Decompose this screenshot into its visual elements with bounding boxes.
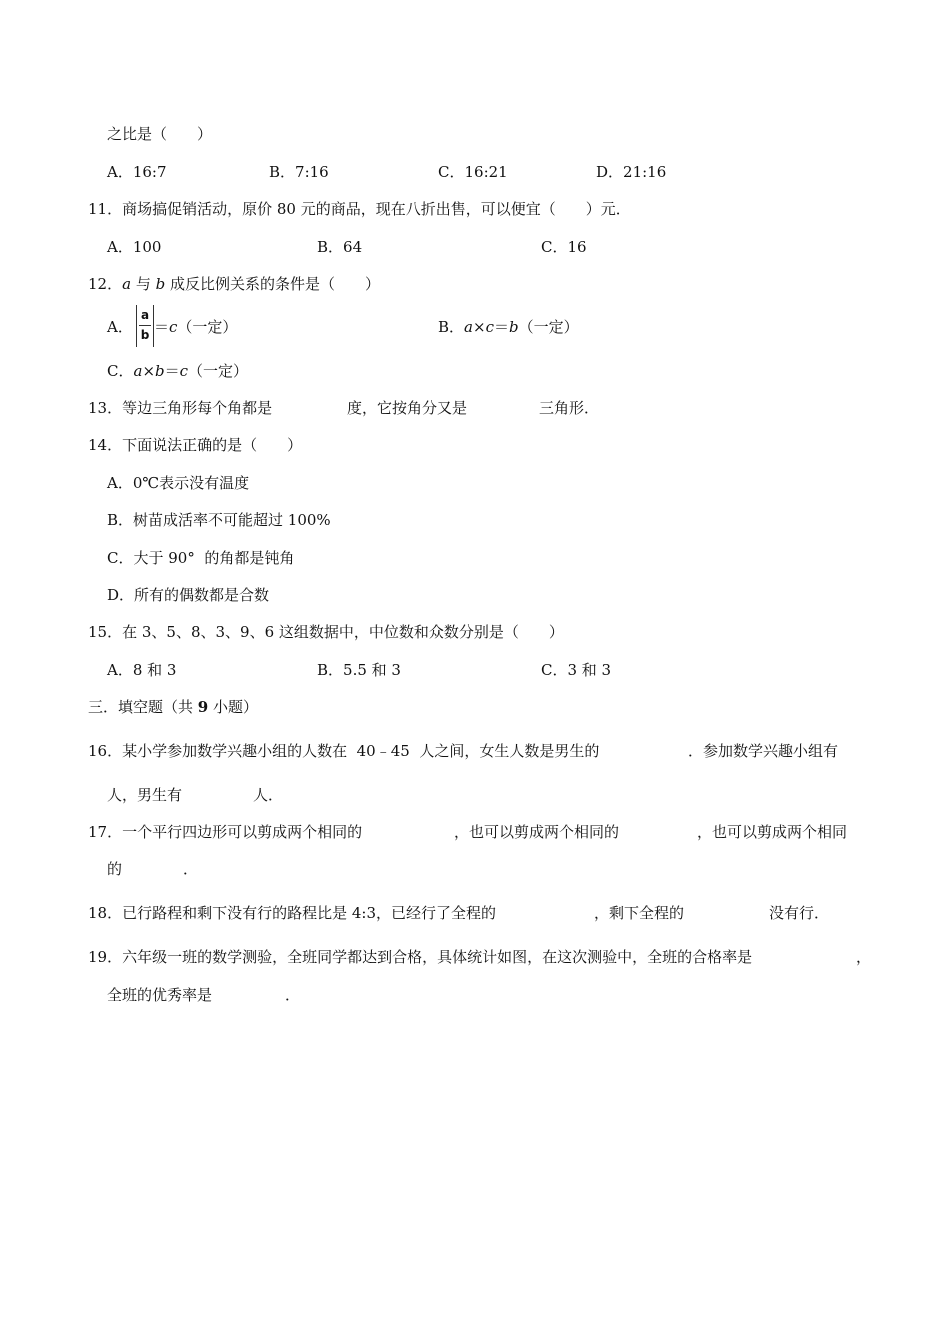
q18-part2: ，剩下全程的 xyxy=(594,904,685,922)
q12-option-a-fraction xyxy=(136,305,154,347)
q18-part1: 18．已行路程和剩下没有行的路程比是 4:3，已经行了全程的 xyxy=(88,904,496,922)
q17-line1b: ，也可以剪成两个相同的 xyxy=(454,823,620,841)
q17-line2a: 的 xyxy=(107,860,123,878)
var-c: c xyxy=(179,362,189,380)
q12-stem-num: 12． xyxy=(88,275,123,293)
q13-part3: 三角形． xyxy=(539,399,600,417)
q19-line1a: 19．六年级一班的数学测验，全班同学都达到合格，具体统计如图，在这次测验中，全班的合格率是 xyxy=(88,948,753,966)
q10-option-d: D．21:16 xyxy=(596,163,667,181)
var-a: a xyxy=(133,362,143,380)
times-sign: × xyxy=(472,318,486,336)
q19-line2a: 全班的优秀率是 xyxy=(107,986,213,1004)
q12-stem-rest: 成反比例关系的条件是（ ） xyxy=(165,275,380,293)
q14-option-c: C．大于 90° 的角都是钝角 xyxy=(107,549,295,567)
q14-option-d: D．所有的偶数都是合数 xyxy=(107,586,270,604)
q13-part2: 度，它按角分又是 xyxy=(347,399,468,417)
section-question-count: 9 xyxy=(197,698,209,716)
section-heading-suffix: 小题） xyxy=(208,698,258,716)
q15-stem: 15．在 3、5、8、3、9、6 这组数据中，中位数和众数分别是（ ） xyxy=(88,623,564,641)
q10-option-c: C．16:21 xyxy=(438,163,508,181)
q14-option-a: A．0℃表示没有温度 xyxy=(107,474,250,492)
q17-line2b: ． xyxy=(183,860,199,878)
q11-option-b: B．64 xyxy=(317,238,363,256)
q12-option-a-label: A． xyxy=(107,318,133,336)
times-sign: × xyxy=(142,362,156,380)
q16-line1a: 16．某小学参加数学兴趣小组的人数在 40﹣45 人之间，女生人数是男生的 xyxy=(88,742,600,760)
q12-stem-mid: 与 xyxy=(131,275,156,293)
q19-line1b: ， xyxy=(856,948,872,966)
equals-sign: ＝ xyxy=(493,318,509,336)
var-a: a xyxy=(464,318,473,336)
var-c: c xyxy=(169,318,178,336)
q12-stem xyxy=(88,274,380,294)
fraction-numerator: a xyxy=(140,308,150,322)
option-label: B． xyxy=(438,318,465,336)
var-b: b xyxy=(155,362,165,380)
q10-stem-tail: 之比是（ ） xyxy=(107,125,213,143)
q13-part1: 13．等边三角形每个角都是 xyxy=(88,399,273,417)
q15-option-b: B．5.5 和 3 xyxy=(317,661,401,679)
constant-note: （一定） xyxy=(188,362,249,380)
q18-part3: 没有行． xyxy=(769,904,830,922)
q14-option-b: B．树苗成活率不可能超过 100% xyxy=(107,511,331,529)
fraction-denominator: b xyxy=(140,328,150,342)
equals-sign: ＝ xyxy=(154,318,170,336)
q12-option-a-rest xyxy=(154,317,237,337)
q16-line2a: 人，男生有 xyxy=(107,786,183,804)
equals-sign: ＝ xyxy=(164,362,180,380)
q14-stem: 14．下面说法正确的是（ ） xyxy=(88,436,303,454)
q15-option-a: A．8 和 3 xyxy=(107,661,177,679)
var-c: c xyxy=(485,318,494,336)
fraction-bar xyxy=(139,325,151,326)
q15-option-c: C．3 和 3 xyxy=(541,661,612,679)
q16-line1b: ．参加数学兴趣小组有 xyxy=(688,742,839,760)
q11-option-a: A．100 xyxy=(107,238,162,256)
q16-line2b: 人． xyxy=(253,786,284,804)
constant-note: （一定） xyxy=(177,318,238,336)
q17-line1a: 17．一个平行四边形可以剪成两个相同的 xyxy=(88,823,363,841)
q17-line1c: ，也可以剪成两个相同 xyxy=(697,823,848,841)
section-heading-prefix: 三．填空题（共 xyxy=(88,698,198,716)
q10-option-a: A．16:7 xyxy=(107,163,167,181)
q12-option-c xyxy=(107,361,248,381)
q12-var-b: b xyxy=(155,275,166,293)
constant-note: （一定） xyxy=(518,318,579,336)
q11-option-c: C．16 xyxy=(541,238,587,256)
var-b: b xyxy=(508,318,519,336)
option-label: C． xyxy=(107,362,134,380)
section-heading-fill-blank xyxy=(88,697,258,717)
q12-option-b xyxy=(438,317,579,337)
q19-line2b: ． xyxy=(285,986,301,1004)
q12-var-a: a xyxy=(122,275,132,293)
q10-option-b: B．7:16 xyxy=(269,163,329,181)
q11-stem: 11．商场搞促销活动，原价 80 元的商品，现在八折出售，可以便宜（ ）元． xyxy=(88,200,631,218)
